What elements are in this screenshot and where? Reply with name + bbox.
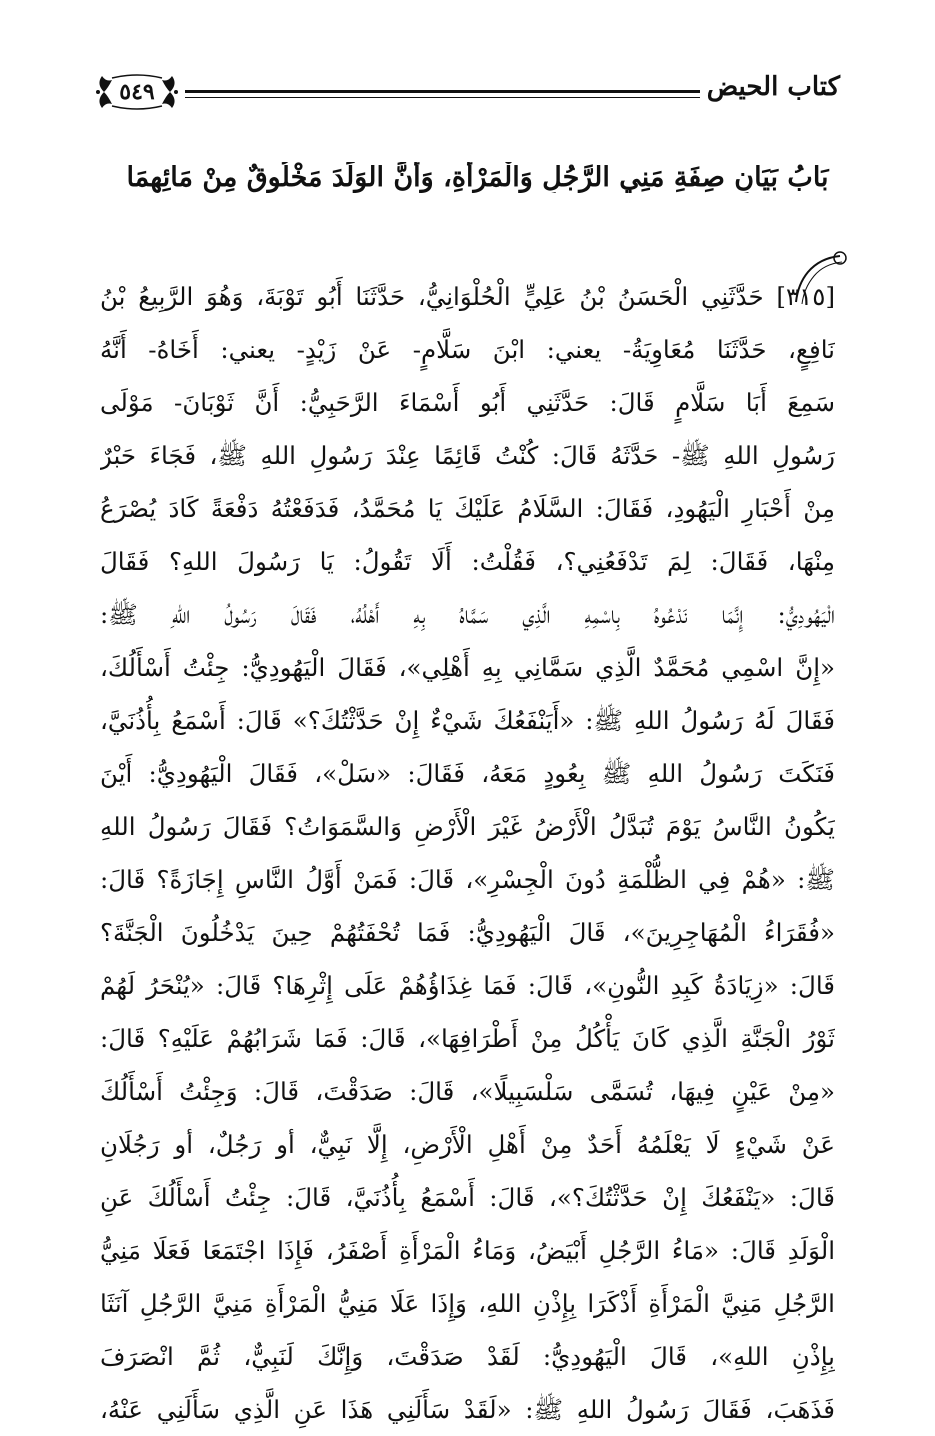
page-number: ٥٤٩ — [119, 79, 155, 105]
header-rule — [185, 90, 700, 93]
book-title: كتاب الحيض — [706, 72, 840, 102]
text-line: عَنْ شَيْءٍ لَا يَعْلَمُهُ أَحَدٌ مِنْ أَهْلِ الْأَرْضِ، إِلَّا نَبِيٌّ، أو رَجُلٌ، أو رَجُلَانِ — [100, 1130, 835, 1159]
hadith-text — [100, 270, 835, 1436]
text-line: مِنْ أَحْبَارِ الْيَهُودِ، فَقَالَ: السَّلَامُ عَلَيْكَ يَا مُحَمَّدُ، فَدَفَعْتُهُ دَفْعَةً كَادَ يُصْرَعُ — [100, 494, 835, 523]
text-line: فَقَالَ لَهُ رَسُولُ اللهِ ﷺ: «أَيَنْفَعُكَ شَيْءٌ إِنْ حَدَّثْتُكَ؟» قَالَ: أَسْمَعُ بِأُذُنَيَّ، — [100, 706, 835, 735]
page-number-frame — [92, 70, 182, 114]
text-line: فَنَكَتَ رَسُولُ اللهِ ﷺ بِعُودٍ مَعَهُ، فَقَالَ: «سَلْ»، فَقَالَ الْيَهُودِيُّ: أَيْنَ — [100, 759, 835, 788]
text-line: ﷺ: «هُمْ فِي الظُّلْمَةِ دُونَ الْجِسْرِ»، قَالَ: فَمَنْ أَوَّلُ النَّاسِ إِجَازَةً؟ قَالَ: — [100, 865, 835, 894]
page-header — [90, 66, 840, 118]
header-rule-thin — [185, 97, 700, 98]
text-line: قَالَ: «زِيَادَةُ كَبِدِ النُّونِ»، قَالَ: فَمَا غِذَاؤُهُمْ عَلَى إِثْرِهَا؟ قَالَ: «يُنْحَرُ لَهُمْ — [100, 971, 835, 1000]
text-line: الْوَلَدِ قَالَ: «مَاءُ الرَّجُلِ أَبْيَضُ، وَمَاءُ الْمَرْأَةِ أَصْفَرُ، فَإِذَا اجْتَمَعَا فَعَلَا مَنِيُّ — [100, 1236, 835, 1265]
text-line: ثَوْرُ الْجَنَّةِ الَّذِي كَانَ يَأْكُلُ مِنْ أَطْرَافِهَا»، قَالَ: فَمَا شَرَابُهُمْ عَلَيْهِ؟ قَالَ: — [100, 1024, 835, 1053]
text-line: الْيَهُودِيُّ: إِنَّمَا نَدْعُوهُ بِاسْمِهِ الَّذِي سَمَّاهُ بِهِ أَهْلُهُ، فَقَالَ رَسُولُ اللهِ ﷺ: — [100, 600, 835, 629]
text-line: «مِنْ عَيْنٍ فِيهَا، تُسَمَّى سَلْسَبِيلًا»، قَالَ: صَدَقْتَ، قَالَ: وَجِئْتُ أَسْأَلُكَ — [100, 1077, 835, 1106]
text-line: بِإِذْنِ اللهِ»، قَالَ الْيَهُودِيُّ: لَقَدْ صَدَقْتَ، وَإِنَّكَ لَنَبِيٌّ، ثُمَّ انْصَرَفَ — [100, 1342, 835, 1371]
text-line: نَافِعٍ، حَدَّثَنَا مُعَاوِيَةُ- يعني: ابْنَ سَلَّامٍ- عَنْ زَيْدٍ- يعني: أَخَاهُ- أَنَّهُ — [100, 335, 835, 364]
chapter-heading: بَابُ بَيَانِ صِفَةِ مَنِي الرَّجُلِ وَالْمَرْأَةِ، وَأَنَّ الوَلَدَ مَخْلُوقٌ مِنْ مَائِهِمَا — [126, 162, 829, 193]
text-line: «فُقَرَاءُ الْمُهَاجِرِينَ»، قَالَ الْيَهُودِيُّ: فَمَا تُحْفَتُهُمْ حِينَ يَدْخُلُونَ الْجَنَّةَ؟ — [100, 918, 835, 947]
text-line: قَالَ: «يَنْفَعُكَ إِنْ حَدَّثْتُكَ؟»، قَالَ: أَسْمَعُ بِأُذُنَيَّ، قَالَ: جِئْتُ أَسْأَلُكَ عَنِ — [100, 1183, 835, 1212]
text-line: سَمِعَ أَبَا سَلَّامٍ قَالَ: حَدَّثَنِي أَبُو أَسْمَاءَ الرَّحَبِيُّ: أَنَّ ثَوْبَانَ- مَوْلَى — [100, 388, 835, 417]
text-line: يَكُونُ النَّاسُ يَوْمَ تُبَدَّلُ الْأَرْضُ غَيْرَ الْأَرْضِ وَالسَّمَوَاتُ؟ فَقَالَ رَسُولُ اللهِ — [100, 812, 835, 841]
text-line: فَذَهَبَ، فَقَالَ رَسُولُ اللهِ ﷺ: «لَقَدْ سَأَلَنِي هَذَا عَنِ الَّذِي سَأَلَنِي عَنْهُ، — [100, 1395, 835, 1424]
text-line: مِنْهَا، فَقَالَ: لِمَ تَدْفَعُنِي؟، فَقُلْتُ: أَلَا تَقُولُ: يَا رَسُولَ اللهِ؟ فَقَالَ — [100, 547, 835, 576]
text-line: «إِنَّ اسْمِي مُحَمَّدٌ الَّذِي سَمَّانِي بِهِ أَهْلِي»، فَقَالَ الْيَهُودِيُّ: جِئْتُ أَسْأَلُكَ، — [100, 653, 835, 682]
text-line: [٣١٥] حَدَّثَنِي الْحَسَنُ بْنُ عَلِيٍّ الْحُلْوَانِيُّ، حَدَّثَنَا أَبُو تَوْبَةَ، وَهُوَ الرَّبِيعُ بْنُ — [100, 282, 835, 311]
text-line: رَسُولِ اللهِ ﷺ- حَدَّثَهُ قَالَ: كُنْتُ قَائِمًا عِنْدَ رَسُولِ اللهِ ﷺ، فَجَاءَ حَبْرٌ — [100, 441, 835, 470]
text-line: الرَّجُلِ مَنِيَّ الْمَرْأَةِ أَذْكَرَا بِإِذْنِ اللهِ، وَإِذَا عَلَا مَنِيُّ الْمَرْأَةِ مَنِيَّ الرَّجُلِ آنَثَا — [100, 1289, 835, 1318]
